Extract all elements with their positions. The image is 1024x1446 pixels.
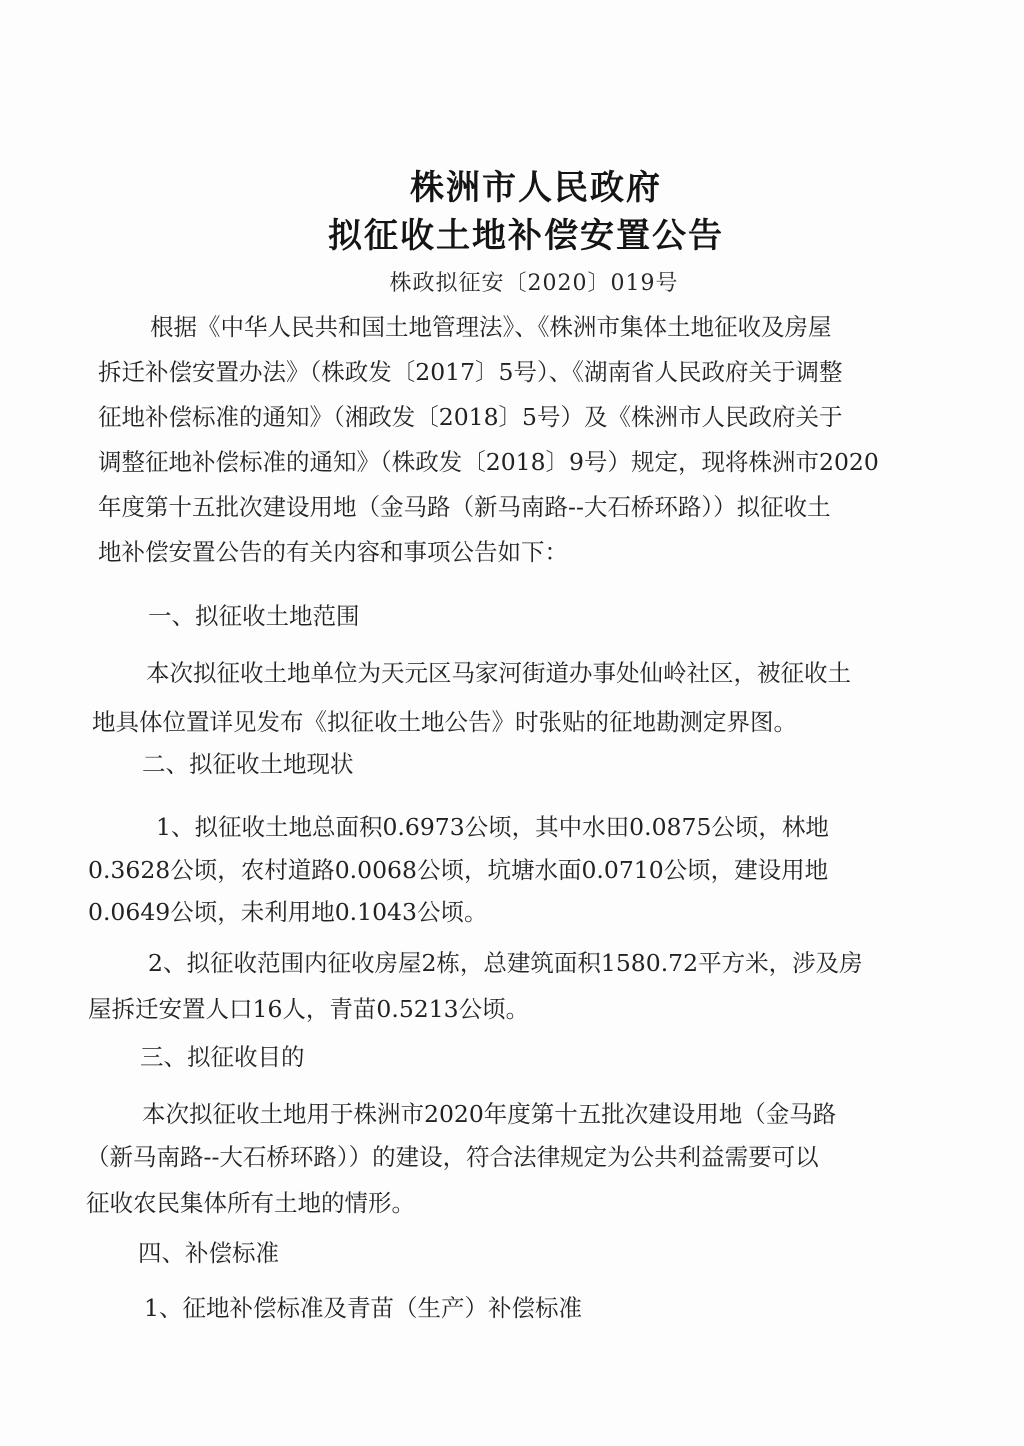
section3-line-2: （新马南路--大石桥环路））的建设，符合法律规定为公共利益需要可以 xyxy=(86,1143,819,1171)
intro-line-1: 根据《中华人民共和国土地管理法》、《株洲市集体土地征收及房屋 xyxy=(150,313,832,341)
document-number: 株政拟征安〔2020〕019号 xyxy=(389,271,679,296)
section2-item2-line-1: 2、拟征收范围内征收房屋2栋，总建筑面积1580.72平方米，涉及房 xyxy=(148,949,863,977)
section4-item1: 1、征地补偿标准及青苗（生产）补偿标准 xyxy=(144,1294,582,1322)
section2-item1-line-2: 0.3628公顷，农村道路0.0068公顷，坑塘水面0.0710公顷，建设用地 xyxy=(88,856,829,884)
section1-line-1: 本次拟征收土地单位为天元区马家河街道办事处仙岭社区，被征收土 xyxy=(146,659,851,687)
intro-line-4: 调整征地补偿标准的通知》（株政发〔2018〕9号）规定，现将株洲市2020 xyxy=(98,448,879,476)
intro-line-6: 地补偿安置公告的有关内容和事项公告如下： xyxy=(98,538,568,566)
intro-line-2: 拆迁补偿安置办法》（株政发〔2017〕5号）、《湖南省人民政府关于调整 xyxy=(98,358,843,386)
section1-heading: 一、拟征收土地范围 xyxy=(148,602,360,630)
intro-line-3: 征地补偿标准的通知》（湘政发〔2018〕5号）及《株洲市人民政府关于 xyxy=(98,403,843,431)
document-title-issuer: 株洲市人民政府 xyxy=(410,168,662,208)
section2-heading: 二、拟征收土地现状 xyxy=(142,750,354,778)
section1-line-2: 地具体位置详见发布《拟征收土地公告》时张贴的征地勘测定界图。 xyxy=(92,708,797,736)
intro-line-5: 年度第十五批次建设用地（金马路（新马南路--大石桥环路））拟征收土 xyxy=(98,493,831,521)
document-title: 拟征收土地补偿安置公告 xyxy=(328,216,724,256)
section2-item1-line-3: 0.0649公顷，未利用地0.1043公顷。 xyxy=(88,898,488,926)
section2-item1-line-1: 1、拟征收土地总面积0.6973公顷，其中水田0.0875公顷，林地 xyxy=(156,813,829,841)
section3-line-1: 本次拟征收土地用于株洲市2020年度第十五批次建设用地（金马路 xyxy=(142,1100,837,1128)
section3-heading: 三、拟征收目的 xyxy=(140,1043,305,1071)
section2-item2-line-2: 屋拆迁安置人口16人，青苗0.5213公顷。 xyxy=(88,995,530,1023)
section4-heading: 四、补偿标准 xyxy=(138,1239,279,1267)
section3-line-3: 征收农民集体所有土地的情形。 xyxy=(86,1189,415,1217)
